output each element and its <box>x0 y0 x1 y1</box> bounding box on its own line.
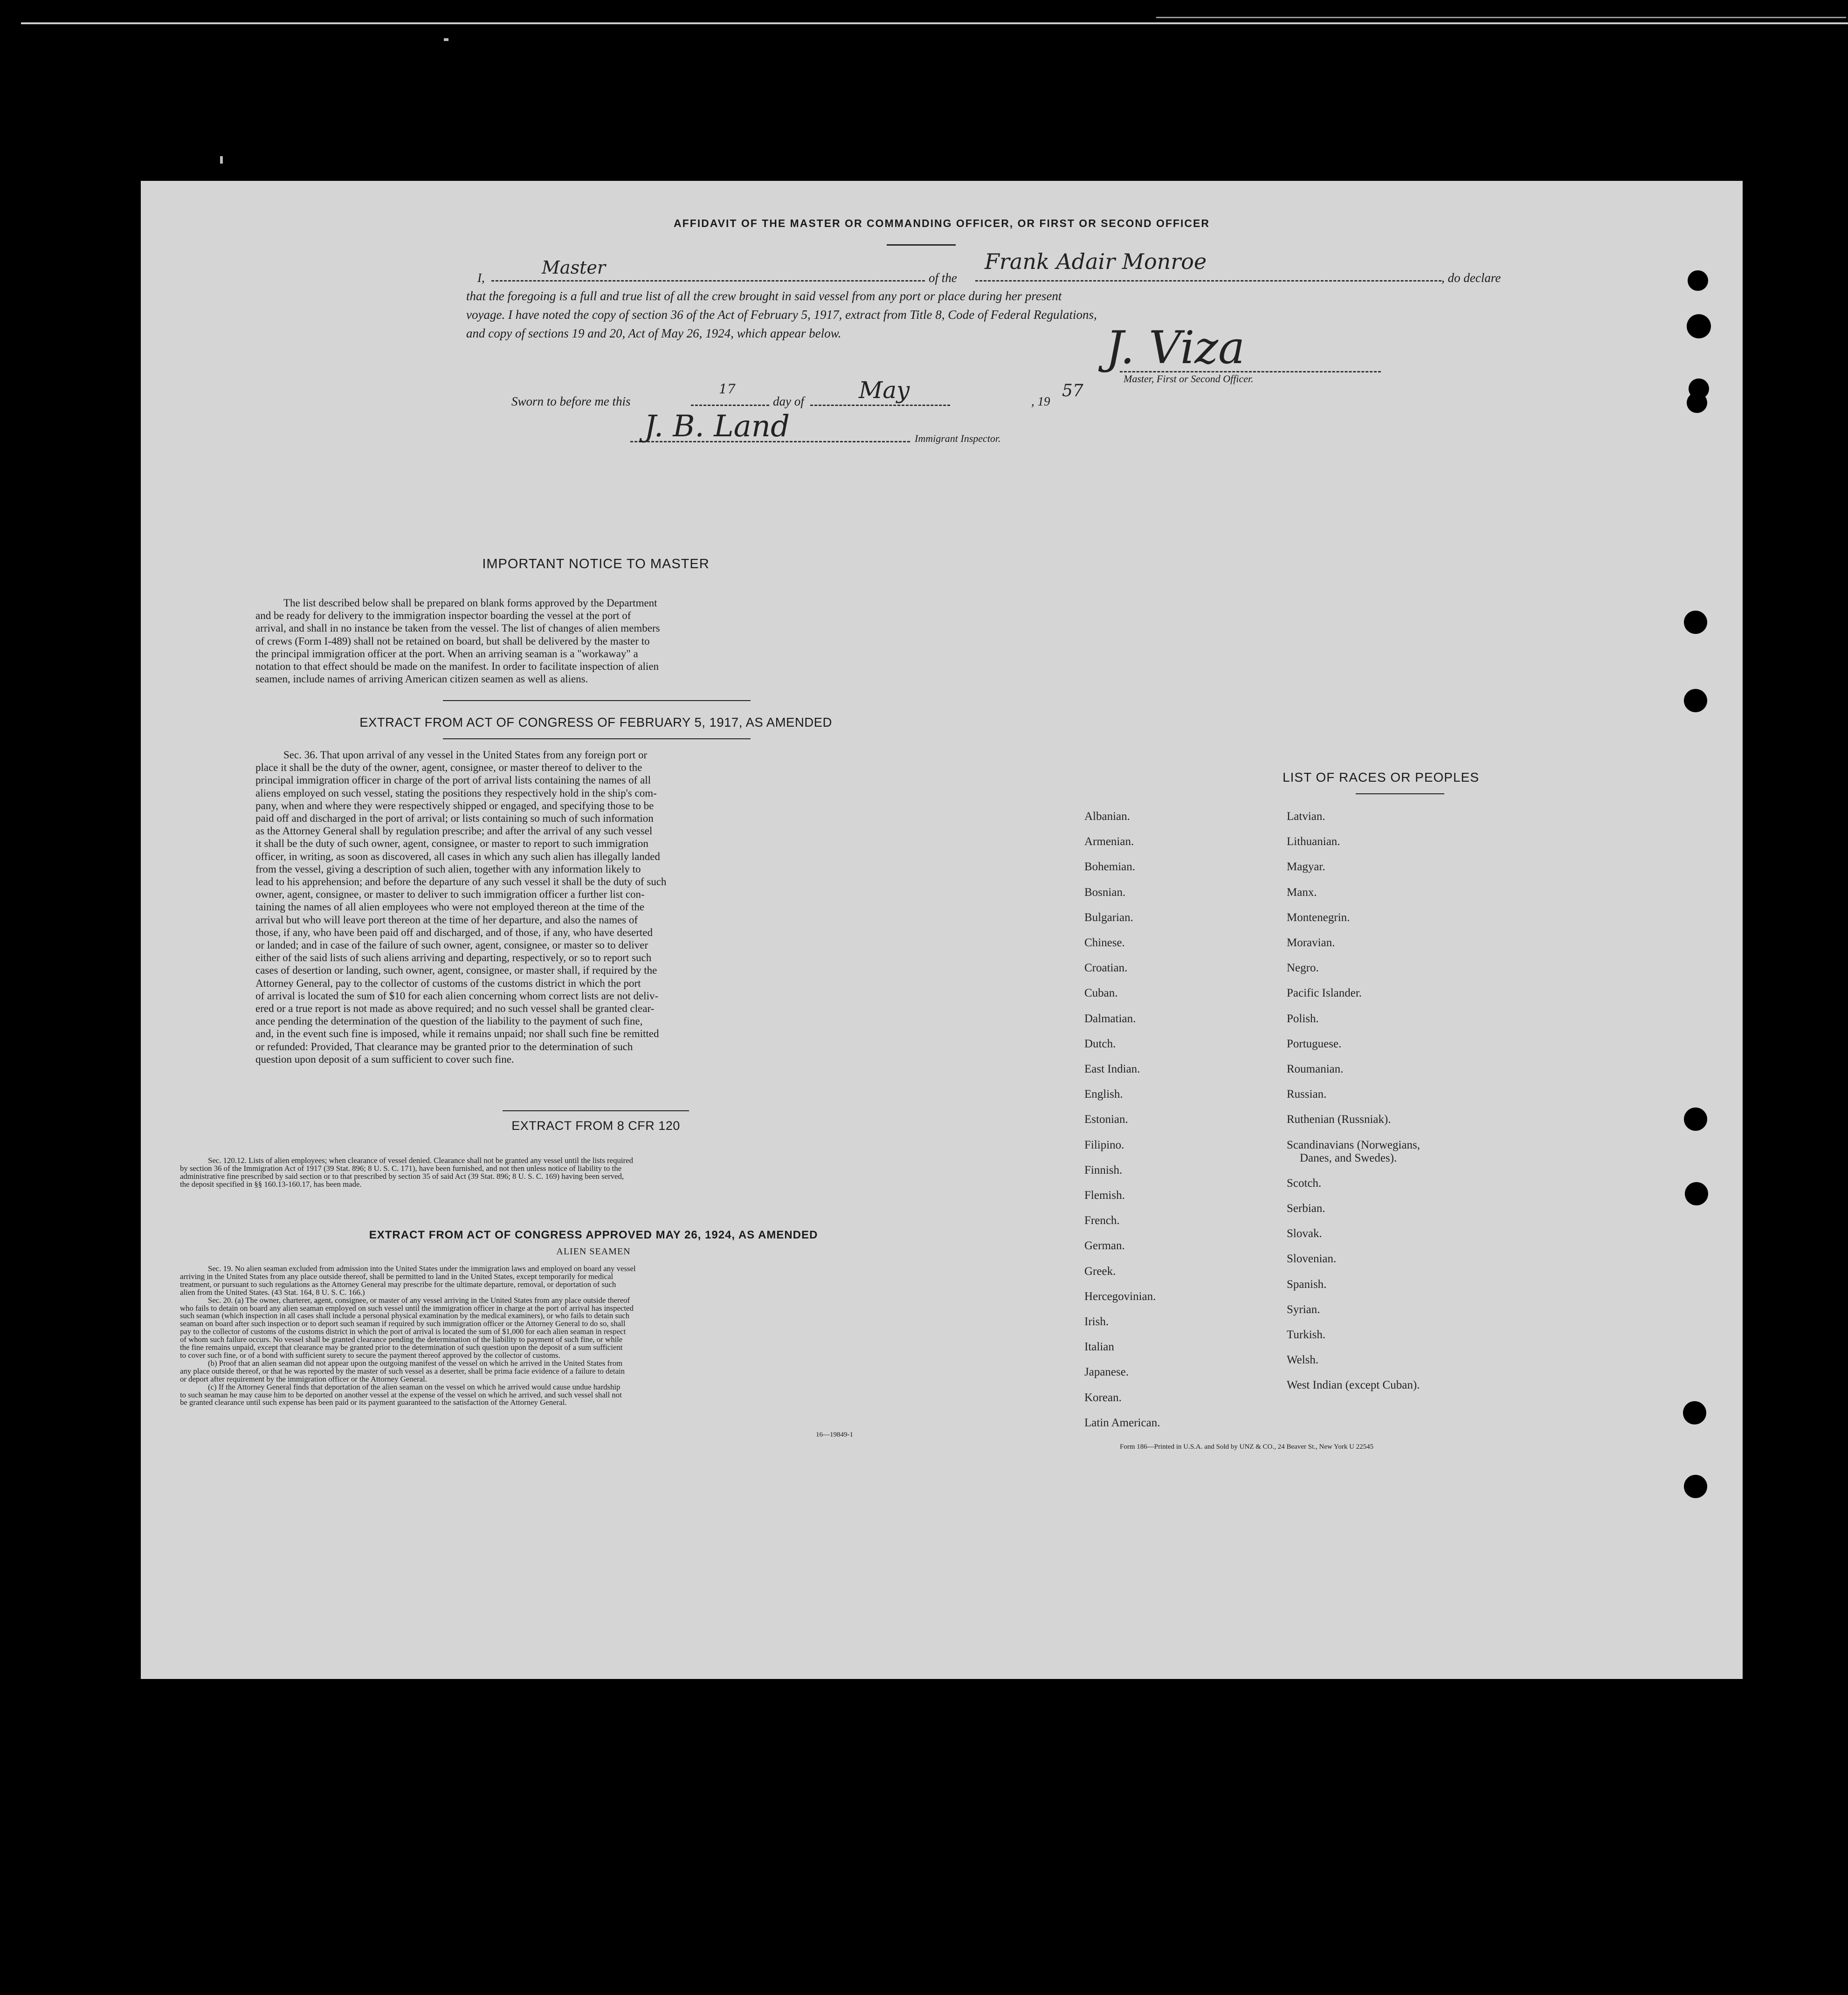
day-of-label: day of <box>773 394 804 408</box>
text-line: lead to his apprehension; and before the departure of any such vessel it shall be the duty of such <box>255 876 667 888</box>
race-item: Scandinavians (Norwegians, <box>1287 1138 1420 1151</box>
affidavit-do-declare: , do declare <box>1441 271 1501 285</box>
text-line: place it shall be the duty of the owner, agent, consignee, or master thereof to deliver to the <box>255 762 642 774</box>
race-item: Danes, and Swedes). <box>1300 1151 1397 1164</box>
master-signature: J. Viza <box>1106 322 1245 374</box>
race-item: Bosnian. <box>1084 886 1126 899</box>
race-item: West Indian (except Cuban). <box>1287 1379 1420 1392</box>
form-code: 16—19849-1 <box>816 1431 853 1438</box>
text-line: ered or a true report is not made as above required; and no such vessel shall be granted clear- <box>255 1003 655 1015</box>
master-caption: Master, First or Second Officer. <box>1124 373 1254 385</box>
text-line: Sec. 120.12. Lists of alien employees; when clearance of vessel denied. Clearance shall not be granted any vessel until the lists required <box>208 1157 633 1165</box>
affidavit-i-label: I, <box>477 271 485 285</box>
text-line: notation to that effect should be made on the manifest. In order to facilitate inspection of alien <box>255 660 659 673</box>
text-line: (b) Proof that an alien seaman did not appear upon the outgoing manifest of the vessel on which he arrived in the United States from <box>208 1359 623 1368</box>
punch-hole <box>1683 1401 1706 1424</box>
text-line: of crews (Form I-489) shall not be retained on board, but shall be delivered by the master to <box>255 635 650 647</box>
race-item: Russian. <box>1287 1088 1327 1101</box>
text-line: arrival, and shall in no instance be taken from the vessel. The list of changes of alien members <box>255 622 660 634</box>
text-line: officer, in writing, as soon as discovered, all cases in which any such alien has illegally landed <box>255 850 660 862</box>
scan-speck <box>220 156 223 164</box>
race-item: Filipino. <box>1084 1138 1124 1151</box>
race-item: Armenian. <box>1084 835 1134 848</box>
punch-hole <box>1685 1182 1708 1205</box>
race-item: Lithuanian. <box>1287 835 1340 848</box>
race-item: German. <box>1084 1239 1125 1252</box>
race-item: Flemish. <box>1084 1189 1125 1202</box>
race-item: Magyar. <box>1287 860 1325 874</box>
alien-seamen-subtitle: ALIEN SEAMEN <box>556 1246 631 1257</box>
race-item: Finnish. <box>1084 1163 1123 1176</box>
race-item: East Indian. <box>1084 1063 1140 1075</box>
text-line: arriving in the United States from any place outside thereof, shall be permitted to land in the United States, except temporarily for medical <box>180 1273 614 1281</box>
text-line: to such seaman he may cause him to be deported on another vessel at the expense of the vessel on which he arrived, and such vessel shall not <box>180 1391 622 1399</box>
handwritten-day: 17 <box>719 381 736 397</box>
text-line: (c) If the Attorney General finds that deportation of the alien seaman on the vessel on which he arrived would cause undue hardship <box>208 1383 621 1391</box>
text-line: either of the said lists of such aliens arriving and departing, respectively, or so to report such <box>255 952 652 964</box>
race-item: French. <box>1084 1214 1120 1227</box>
text-line: owner, agent, consignee, or master to deliver to such immigration officer a further list con- <box>255 888 645 901</box>
race-item: Croatian. <box>1084 962 1128 975</box>
cfr-text <box>180 1157 1007 1189</box>
race-item: Roumanian. <box>1287 1063 1344 1075</box>
punch-hole <box>1687 314 1711 338</box>
punch-hole <box>1684 1475 1707 1498</box>
race-item: Welsh. <box>1287 1354 1319 1367</box>
text-line: pany, when and where they were respectively shipped or engaged, and specifying those to be <box>255 799 654 812</box>
race-item: Japanese. <box>1084 1366 1129 1379</box>
text-line: pay to the collector of customs of the customs district in which the port of arrival is located the sum of $1,000 for each alien seaman in respect <box>180 1328 626 1336</box>
punch-hole <box>1688 270 1708 291</box>
race-item: Latvian. <box>1287 810 1325 823</box>
race-item: Albanian. <box>1084 810 1130 823</box>
text-line: or deport after requirement by the immigration officer or the Attorney General. <box>180 1375 427 1383</box>
text-line: seamen, include names of arriving American citizen seamen as well as aliens. <box>255 673 588 685</box>
section-36-text <box>255 749 936 1066</box>
section-divider <box>443 738 751 739</box>
race-item: Dutch. <box>1084 1037 1116 1050</box>
section-divider <box>503 1110 689 1111</box>
scan-edge-line <box>21 22 1848 24</box>
text-line: aliens employed on such vessel, stating the positions they respectively hold in the ship's com- <box>255 787 657 799</box>
text-line: Sec. 20. (a) The owner, charterer, agent, consignee, or master of any vessel arriving in the United States from any place outside thereof <box>208 1296 630 1305</box>
text-line: the deposit specified in §§ 160.13-160.17, has been made. <box>180 1180 362 1189</box>
text-line: such seaman (which inspection in all cases shall include a personal physical examination by the medical examiners), or who fails to detain such <box>180 1312 630 1321</box>
text-line: principal immigration officer in charge of the port of arrival lists containing the names of all <box>255 774 651 786</box>
text-line: question upon deposit of a sum sufficient to cover such fine. <box>255 1053 514 1065</box>
section-divider <box>443 700 751 701</box>
day-blank <box>691 405 769 406</box>
race-item: Slovenian. <box>1287 1252 1337 1266</box>
text-line: or refunded: Provided, That clearance may be granted prior to the determination of such <box>255 1040 633 1053</box>
text-line: of whom such failure occurs. No vessel shall be granted clearance pending the determination of the liability to payment of such fine, or while <box>180 1336 623 1344</box>
handwritten-month: May <box>859 377 910 404</box>
race-item: Korean. <box>1084 1391 1122 1404</box>
scan-speck <box>444 38 448 41</box>
month-blank <box>810 405 950 406</box>
race-item: Estonian. <box>1084 1113 1128 1126</box>
cfr-title: EXTRACT FROM 8 CFR 120 <box>511 1119 680 1133</box>
notice-title: IMPORTANT NOTICE TO MASTER <box>482 557 710 571</box>
race-item: Dalmatian. <box>1084 1012 1136 1025</box>
text-line: the principal immigration officer at the port. When an arriving seaman is a "workaway" a <box>255 647 638 660</box>
text-line: alien from the United States. (43 Stat. 164, 8 U. S. C. 166.) <box>180 1288 365 1297</box>
punch-hole <box>1684 1108 1707 1131</box>
race-item: Moravian. <box>1287 936 1335 949</box>
affidavit-line-4: and copy of sections 19 and 20, Act of May 26, 1924, which appear below. <box>466 326 841 340</box>
inspector-caption: Immigrant Inspector. <box>915 433 1001 444</box>
affidavit-of-the-label: of the <box>929 271 957 285</box>
race-item: Latin American. <box>1084 1416 1160 1429</box>
race-item: English. <box>1084 1088 1123 1101</box>
text-line: The list described below shall be prepared on blank forms approved by the Department <box>283 597 657 609</box>
race-item: Turkish. <box>1287 1328 1326 1341</box>
text-line: ance pending the determination of the question of the liability to the payment of such fine, <box>255 1015 643 1027</box>
race-item: Montenegrin. <box>1287 911 1350 924</box>
race-item: Pacific Islander. <box>1287 987 1362 1000</box>
affidavit-title: AFFIDAVIT OF THE MASTER OR COMMANDING OFFICER, OR FIRST OR SECOND OFFICER <box>674 217 1210 229</box>
text-line: Sec. 19. No alien seaman excluded from admission into the United States under the immigration laws and employed on board any vessel <box>208 1265 636 1273</box>
text-line: Attorney General, pay to the collector of customs of the customs district in which the port <box>255 977 641 989</box>
race-item: Greek. <box>1084 1265 1116 1278</box>
race-item: Spanish. <box>1287 1278 1327 1291</box>
text-line: by section 36 of the Immigration Act of 1917 (39 Stat. 896; 8 U. S. C. 171), have been furnished, and not then unless notice of liability to the <box>180 1164 622 1173</box>
races-divider <box>1356 793 1444 794</box>
text-line: arrival but who will leave port thereon at the time of her departure, and also the names of <box>255 914 638 926</box>
text-line: to cover such fine, or of a bond with sufficient surety to secure the payment thereof approved by the collector of customs. <box>180 1351 560 1360</box>
document-page <box>141 181 1743 1679</box>
vessel-blank <box>975 280 1441 282</box>
punch-hole <box>1687 392 1707 413</box>
race-item: Hercegovinian. <box>1084 1290 1156 1303</box>
race-item: Manx. <box>1287 886 1317 899</box>
race-item: Irish. <box>1084 1315 1109 1328</box>
handwritten-name: Master <box>542 257 606 278</box>
text-line: Sec. 36. That upon arrival of any vessel in the United States from any foreign port or <box>283 749 648 761</box>
text-line: it shall be the duty of such owner, agent, consignee, or master to report to such immigration <box>255 838 648 850</box>
text-line: as the Attorney General shall by regulation prescribe; and after the arrival of any such vessel <box>255 825 653 837</box>
text-line: any place outside thereof, or that he was reported by the master of such vessel as a deserter, shall be prima facie evidence of a failure to detain <box>180 1367 625 1376</box>
text-line: treatment, or pursuant to such regulations as the Attorney General may prescribe for the ultimate departure, removal, or deportation of such <box>180 1280 616 1289</box>
text-line: who fails to detain on board any alien seaman employed on such vessel until the immigration officer in charge at the port of arrival has inspected <box>180 1304 634 1313</box>
race-item: Polish. <box>1287 1012 1319 1025</box>
section-19-20-text <box>180 1265 1007 1407</box>
text-line: from the vessel, giving a description of such alien, together with any information likely to <box>255 863 641 875</box>
race-item: Serbian. <box>1287 1202 1325 1215</box>
race-item: Negro. <box>1287 962 1319 975</box>
notice-body <box>255 597 936 685</box>
text-line: those, if any, who have been paid off and discharged, and of those, if any, who have deserted <box>255 926 653 938</box>
scan-edge-line <box>1156 17 1846 18</box>
race-item: Bohemian. <box>1084 860 1136 874</box>
extract-1924-title: EXTRACT FROM ACT OF CONGRESS APPROVED MAY 26, 1924, AS AMENDED <box>369 1229 818 1241</box>
race-item: Chinese. <box>1084 936 1125 949</box>
text-line: cases of desertion or landing, such owner, agent, consignee, or master shall, if required by the <box>255 964 657 977</box>
text-line: be granted clearance until such expense has been paid or its payment guaranteed to the satisfaction of the Attorney General. <box>180 1399 567 1407</box>
race-item: Syrian. <box>1287 1303 1320 1316</box>
sworn-label: Sworn to before me this <box>511 394 631 408</box>
race-item: Italian <box>1084 1341 1114 1354</box>
text-line: administrative fine prescribed by said section or to that prescribed by section 35 of said Act (39 Stat. 896; 8 U. S. C. 169) having been served, <box>180 1172 624 1181</box>
race-item: Slovak. <box>1287 1227 1322 1240</box>
handwritten-year: 57 <box>1062 381 1083 400</box>
race-item: Portuguese. <box>1287 1037 1342 1050</box>
punch-hole <box>1684 611 1707 634</box>
extract-1917-title: EXTRACT FROM ACT OF CONGRESS OF FEBRUARY 5, 1917, AS AMENDED <box>359 715 832 729</box>
punch-hole <box>1684 689 1707 712</box>
text-line: or landed; and in case of the failure of such owner, agent, consignee, or master so to deliver <box>255 939 648 951</box>
race-item: Scotch. <box>1287 1176 1322 1190</box>
year-prefix: , 19 <box>1031 394 1050 408</box>
text-line: taining the names of all alien employees who were not employed thereon at the time of the <box>255 901 645 913</box>
inspector-signature: J. B. Land <box>644 409 790 444</box>
affidavit-line-3: voyage. I have noted the copy of section 36 of the Act of February 5, 1917, extract from Title 8, Code of Federal Regulations, <box>466 308 1097 322</box>
handwritten-vessel-name: Frank Adair Monroe <box>985 249 1207 274</box>
race-item: Cuban. <box>1084 987 1118 1000</box>
form-printer-note: Form 186—Printed in U.S.A. and Sold by UNZ & CO., 24 Beaver St., New York U 22545 <box>1120 1443 1374 1451</box>
text-line: and, in the event such fine is imposed, while it remains unpaid; nor shall such fine be remitted <box>255 1028 659 1040</box>
race-item: Ruthenian (Russniak). <box>1287 1113 1391 1126</box>
race-item: Bulgarian. <box>1084 911 1133 924</box>
affidavit-line-2: that the foregoing is a full and true list of all the crew brought in said vessel from any port or place during her present <box>466 289 1062 303</box>
text-line: seaman on board after such inspection or to deport such seaman if required by such immigration officer or the Attorney General to do so, shall <box>180 1320 626 1328</box>
races-title: LIST OF RACES OR PEOPLES <box>1283 770 1479 784</box>
text-line: of arrival is located the sum of $10 for each alien concerning whom correct lists are not deliv- <box>255 990 659 1002</box>
text-line: paid off and discharged in the port of arrival; or lists containing so much of such information <box>255 812 654 825</box>
text-line: and be ready for delivery to the immigration inspector boarding the vessel at the port of <box>255 610 631 622</box>
title-divider <box>887 244 956 246</box>
name-blank <box>491 280 925 282</box>
text-line: the fine remains unpaid, except that clearance may be granted prior to the determination of such question upon the deposit of a sum sufficient <box>180 1344 623 1352</box>
